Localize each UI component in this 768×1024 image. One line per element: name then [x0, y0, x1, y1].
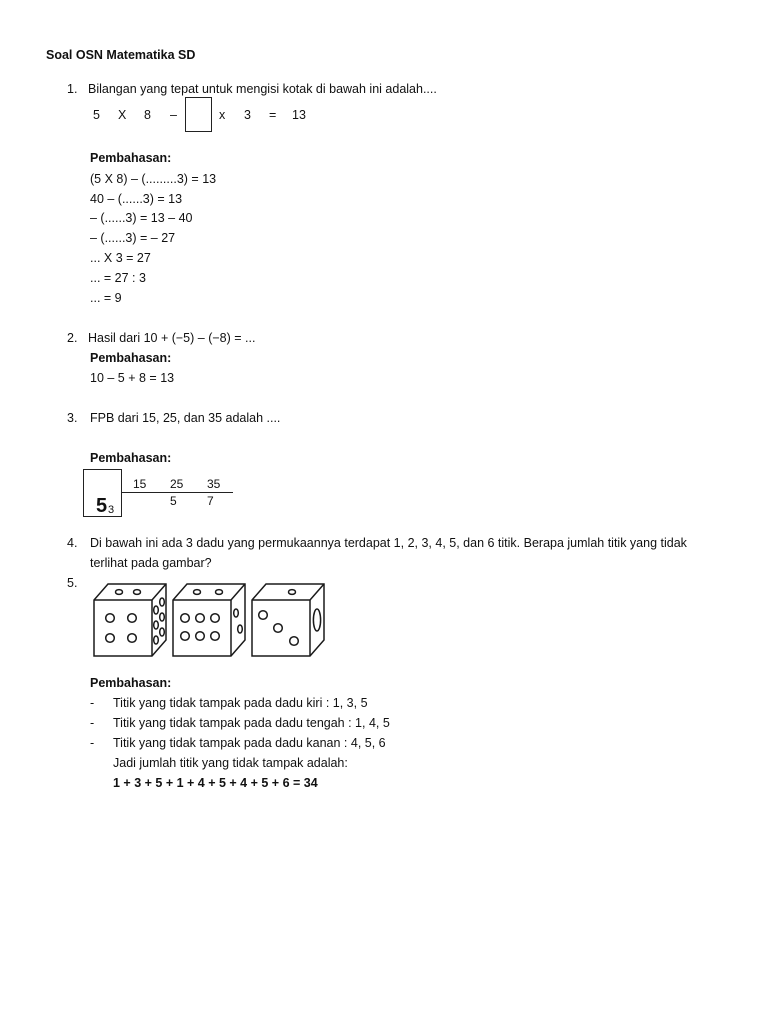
q5-bullet: Titik yang tidak tampak pada dadu tengah : 1, 4, 5: [113, 716, 390, 730]
fpb-top-value: 25: [170, 477, 184, 491]
q2-answer: 10 – 5 + 8 = 13: [90, 371, 175, 385]
q2-number: 2.: [67, 331, 78, 345]
q1-number: 1.: [67, 82, 78, 96]
dice-left-image: [94, 584, 166, 656]
answer-box: [185, 97, 212, 132]
bullet-dash: -: [90, 696, 95, 710]
q4-question-line2: terlihat pada gambar?: [90, 556, 212, 570]
q1-step: ... X 3 = 27: [90, 251, 151, 265]
eq-token: =: [269, 108, 277, 122]
q1-step: ... = 27 : 3: [90, 271, 146, 285]
q1-question: Bilangan yang tepat untuk mengisi kotak di bawah ini adalah....: [88, 82, 437, 96]
eq-token: –: [170, 108, 177, 122]
q5-bullet: Titik yang tidak tampak pada dadu kiri : 1, 3, 5: [113, 696, 368, 710]
q3-number: 3.: [67, 411, 78, 425]
q5-conclusion: Jadi jumlah titik yang tidak tampak adalah:: [113, 756, 348, 770]
eq-token: 5: [93, 108, 100, 122]
eq-token: X: [118, 108, 127, 122]
q5-heading: Pembahasan:: [90, 676, 172, 690]
q1-step: 40 – (......3) = 13: [90, 192, 183, 206]
q4-question-line1: Di bawah ini ada 3 dadu yang permukaannya terdapat 1, 2, 3, 4, 5, dan 6 titik. Berapa jumlah titik yang tidak: [90, 536, 687, 550]
dice-middle-image: [173, 584, 245, 656]
q1-step: (5 X 8) – (.........3) = 13: [90, 172, 217, 186]
fpb-divider-line: [121, 492, 233, 493]
q4-number: 4.: [67, 536, 78, 550]
fpb-top-value: 15: [133, 477, 147, 491]
q1-step: – (......3) = 13 – 40: [90, 211, 193, 225]
q5-number: 5.: [67, 576, 78, 590]
fpb-top-value: 35: [207, 477, 221, 491]
dice-illustration: [90, 580, 330, 660]
eq-token: 13: [292, 108, 306, 122]
fpb-bottom-value: 7: [207, 494, 214, 508]
q1-step: ... = 9: [90, 291, 122, 305]
fpb-divisor: 5: [96, 495, 108, 517]
q2-question: Hasil dari 10 + (−5) – (−8) = ...: [88, 331, 256, 345]
bullet-dash: -: [90, 716, 95, 730]
q2-heading: Pembahasan:: [90, 351, 172, 365]
eq-token: 8: [144, 108, 151, 122]
q1-heading: Pembahasan:: [90, 151, 172, 165]
q3-question: FPB dari 15, 25, dan 35 adalah ....: [90, 411, 281, 425]
q5-bullet: Titik yang tidak tampak pada dadu kanan : 4, 5, 6: [113, 736, 386, 750]
fpb-ladder: [83, 469, 243, 519]
bullet-dash: -: [90, 736, 95, 750]
q3-heading: Pembahasan:: [90, 451, 172, 465]
fpb-bottom-value: 5: [170, 494, 177, 508]
q5-result: 1 + 3 + 5 + 1 + 4 + 5 + 4 + 5 + 6 = 34: [113, 776, 318, 790]
eq-token: 3: [244, 108, 251, 122]
q1-step: – (......3) = – 27: [90, 231, 176, 245]
fpb-divisor-sub: 3: [108, 504, 115, 516]
dice-right-image: [252, 584, 324, 656]
eq-token: x: [219, 108, 226, 122]
page-title: Soal OSN Matematika SD: [46, 48, 196, 62]
